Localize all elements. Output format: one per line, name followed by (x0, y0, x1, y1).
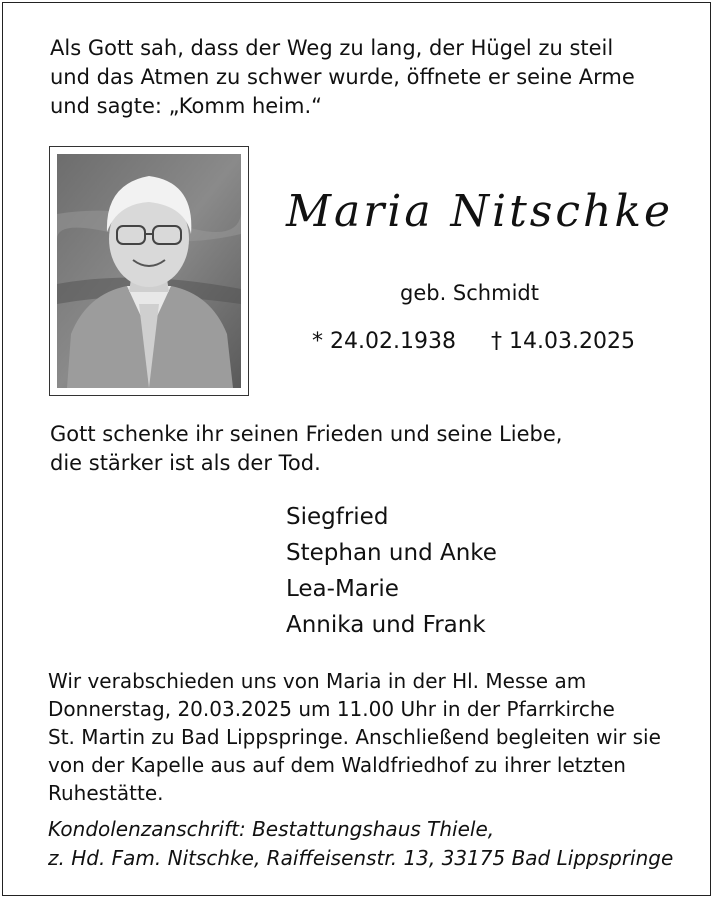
birth-name: geb. Schmidt (400, 281, 539, 305)
blessing-line: die stärker ist als der Tod. (50, 451, 321, 475)
verse-line: Als Gott sah, dass der Weg zu lang, der Hügel zu steil (50, 36, 614, 60)
blessing-line: Gott schenke ihr seinen Frieden und seine Liebe, (50, 422, 563, 446)
service-line: Wir verabschieden uns von Maria in der Hl. Messe am (48, 669, 587, 693)
birth-date: * 24.02.1938 (312, 329, 456, 354)
family-member: Siegfried (286, 504, 389, 530)
service-announcement (48, 667, 661, 807)
verse-line: und sagte: „Komm heim.“ (50, 94, 323, 118)
blessing-text (50, 420, 562, 478)
death-date: † 14.03.2025 (491, 329, 635, 354)
address-line: Kondolenzanschrift: Bestattungshaus Thiele, (48, 817, 495, 841)
family-member: Stephan und Anke (286, 540, 497, 566)
condolence-address (48, 815, 673, 873)
opening-verse (50, 34, 635, 121)
deceased-name: Maria Nitschke (285, 186, 674, 237)
service-line: Donnerstag, 20.03.2025 um 11.00 Uhr in der Pfarrkirche (48, 697, 615, 721)
family-member: Lea-Marie (286, 576, 399, 602)
address-line: z. Hd. Fam. Nitschke, Raiffeisenstr. 13, 33175 Bad Lippspringe (48, 846, 674, 870)
portrait-photo-frame (49, 146, 249, 396)
portrait-photo (57, 154, 241, 388)
verse-line: und das Atmen zu schwer wurde, öffnete er seine Arme (50, 65, 635, 89)
service-line: Ruhestätte. (48, 781, 164, 805)
service-line: von der Kapelle aus auf dem Waldfriedhof zu ihrer letzten (48, 753, 626, 777)
service-line: St. Martin zu Bad Lippspringe. Anschließend begleiten wir sie (48, 725, 661, 749)
family-member: Annika und Frank (286, 612, 486, 638)
family-list (286, 499, 497, 643)
